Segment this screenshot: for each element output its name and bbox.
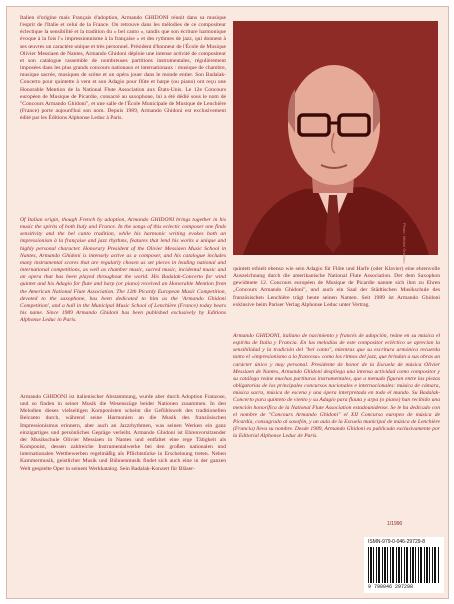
english-biography: Of Italian origin, though French by adoption, Armando GHIDONI brings together in his music the spirits of both Italy and France. In the songs of this eclectic composer one finds sensitivity and the bel canto tradition, while his harmonic writing evokes both an impressionism à la française and jazz rhythms, features that lend his works a unique and highly personal character. Honorary President of the Olivier Messiaen Music School in Nantes, Armando Ghidoni is intensely active as a composer, and his catalogue includes many instrumental scores that are regularly chosen as set pieces in leading national and international competitions, as well as chamber music, sacred music, incidental music and an opera that has been played throughout the world. His Badalak-Concerto for wind quintet and his Adagio for flute and harp (or piano) received an Honorable Mention from the American National Flute Association. The 12th Picardy European Music Competition, devoted to the saxophone, has been dedicated to him as the 'Armando Ghidoni Competition', and a hall in the Municipal Music School of Lenchière (France) today bears his name. Since 1989 Armando Ghidoni has been published exclusively by Editions Alphonse Leduc in Paris.	[20, 217, 226, 324]
german-biography-part-2: quintett erhielt ebenso wie sein Adagio für Flöte und Harfe (oder Klavier) eine ehrenvolle Auszeichnung durch die amerikanische National Flute Association. Der dem Saxophon gewidmete 12. Concours européen de Musique de Picardie nannte sich ihm zu Ehren „Concours Armando Ghidoni", und auch ein Saal der Städtischen Musikschule des französischen Lenchière trägt heute seinen Namen. Seit 1989 ist Armando Ghidoni exklusive beim Pariser Verlag Alphonse Leduc unter Vertrag.	[233, 266, 440, 308]
barcode-panel	[364, 537, 444, 593]
german-biography-part-1: Armando GHIDONI ist italienischer Abstammung, wurde aber durch Adoption Franzose, und so finden in seiner Musik die Wesenszüge beider Nationen zusammen. In den Melodien dieses vielseitigen Komponisten scheint die Gefühlswelt des traditionellen Belcanto durch, während seine Harmonien an die Musik des französischen Impressionismus erinnern, aber auch an Jazzrhythmen, was seinen Werken ein ganz einzigartiges und persönliches Gepräge verleiht. Armando Ghidoni ist Ehrenvorsitzender der Musikschule Olivier Messiaen in Nantes und entfaltet eine rege Tätigkeit als Komponist, dessen zahlreiche Instrumentalwerke bei den großen nationalen und internationalen Wettbewerben regelmäßig als Pflichtstücke in Erscheinung treten. Neben Kammermusik, geistlicher Musik und Bühnenmusik findet sich auch eine in der ganzen Welt gespielte Oper in seinem Werkkatalog. Sein Badalak-Konzert für Bläser-	[20, 394, 226, 472]
composer-portrait-photo	[233, 21, 438, 255]
barcode-digits: 9 790046 297298	[368, 584, 414, 590]
portrait-illustration	[233, 21, 438, 255]
barcode-image	[368, 547, 440, 583]
ismn-label: ISMN-979-0-046-29729-8	[368, 539, 425, 545]
back-cover-page	[6, 6, 449, 599]
french-biography: Italien d'origine mais Français d'adoption, Armando GHIDONI réunit dans sa musique l'esprit de l'Italie et celui de la France. On retrouve dans les mélodies de ce compositeur éclectique la sensibilité et la tradition du « bel canto », tandis que son écriture harmonique évoque à la fois l'« impressionnisme à la française » et des rythmes de jazz, qui donnent à ses œuvres un caractère unique et très personnel. Président d'honneur de l'École de Musique Olivier Messiaen de Nantes, Armando Ghidoni déploie une intense activité de compositeur et son catalogue rassemble de nombreuses partitions instrumentales, régulièrement imposées dans les plus grands concours nationaux et internationaux : musique de chambre, musique sacrée, musiques de scène et un opéra jouer dans le monde entier. Son Badalak-Concerto pour quintette à vent et son Adagio pour flûte et harpe (ou piano) ont reçu une Honorable Mention de la National Flute Association aux États-Unis. Le 12e Concours européen de Musique de Picardie, consacré au saxophone, lui a été dédié sous le nom de "Concours Armando Ghidoni", et une salle de l'École Municipale de Musique de Lenchière (France) porte aujourd'hui son nom. Depuis 1989, Armando Ghidoni est exclusivement édité par les Éditions Alphonse Leduc à Paris.	[20, 15, 226, 122]
spanish-biography: Armando GHIDONI, italiano de nacimiento y francés de adopción, reúne en su música el espíritu de Italia y Francia. En las melodías de este compositor ecléctico se aprecian la sensibilidad y la tradición del "bel canto", mientras que su escritura armónica recuerda tanto el «impresionismo a la francesa» como los ritmos del jazz, que brindan a sus obras un carácter único y muy personal. Presidente de honor de la Escuela de música Olivier Messiaen de Nantes, Armando Ghidoni despliega una intensa actividad como compositor y su catálogo reúne muchas partituras instrumentales, que a menudo figuran entre las piezas obligatorias de los principales concursos nacionales e internacionales: música de cámara, música sacra, música de escena y una ópera interpretada en todo el mundo. Su Badalak-Concerto para quinteto de viento y su Adagio para flauta y arpa (o piano) han recibido una mención honorífica de la National Flute Association estadounidense. Se le ha dedicado con el nombre de "Concours Armando Ghidoni" el XII Concurso europeo de música de Picardía, consagrado al saxofón, y un aula de la Escuela municipal de música de Lenchière (Francia) lleva su nombre. Desde 1989, Armando Ghidoni es publicado exclusivamente por la Editorial Alphonse Leduc de París.	[233, 333, 440, 440]
photo-credit: Photo: Michel Grichton	[402, 223, 407, 264]
catalog-number: 1/1990	[387, 521, 403, 527]
